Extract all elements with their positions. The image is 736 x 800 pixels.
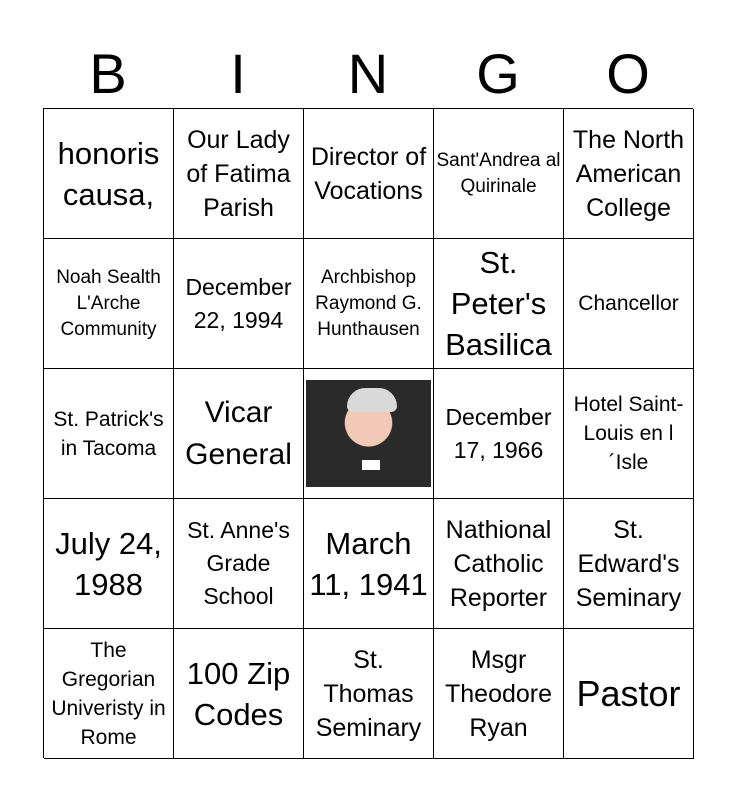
bingo-cell[interactable]: December 22, 1994	[174, 239, 304, 369]
bingo-cell[interactable]: Vicar General	[174, 369, 304, 499]
bingo-cell[interactable]: July 24, 1988	[44, 499, 174, 629]
bingo-cell[interactable]: St. Patrick's in Tacoma	[44, 369, 174, 499]
bingo-cell[interactable]: Director of Vocations	[304, 109, 434, 239]
bingo-cell[interactable]: Chancellor	[564, 239, 694, 369]
bingo-cell[interactable]: Sant'Andrea al Quirinale	[434, 109, 564, 239]
header-letter-n: N	[347, 42, 389, 105]
bingo-cell[interactable]: Noah Sealth L'Arche Community	[44, 239, 174, 369]
bingo-grid	[43, 108, 693, 758]
bingo-cell[interactable]: St. Peter's Basilica	[434, 239, 564, 369]
free-space-cell[interactable]	[304, 369, 434, 499]
bingo-cell[interactable]: Hotel Saint-Louis en l ´Isle	[564, 369, 694, 499]
bingo-header	[43, 40, 693, 108]
bingo-cell[interactable]: The Gregorian Univeristy in Rome	[44, 629, 174, 759]
bingo-cell[interactable]: Nathional Catholic Reporter	[434, 499, 564, 629]
bingo-cell[interactable]: Archbishop Raymond G. Hunthausen	[304, 239, 434, 369]
bingo-cell[interactable]: Pastor	[564, 629, 694, 759]
bingo-cell[interactable]: March 11, 1941	[304, 499, 434, 629]
bingo-cell[interactable]: The North American College	[564, 109, 694, 239]
bingo-cell[interactable]: St. Anne's Grade School	[174, 499, 304, 629]
bingo-cell[interactable]: December 17, 1966	[434, 369, 564, 499]
bingo-cell[interactable]: St. Thomas Seminary	[304, 629, 434, 759]
bingo-cell[interactable]: Msgr Theodore Ryan	[434, 629, 564, 759]
header-letter-o: O	[606, 42, 650, 105]
bingo-cell[interactable]: St. Edward's Seminary	[564, 499, 694, 629]
header-letter-b: B	[89, 42, 127, 105]
header-letter-i: I	[230, 42, 246, 105]
bingo-cell[interactable]: Our Lady of Fatima Parish	[174, 109, 304, 239]
header-letter-g: G	[476, 42, 520, 105]
priest-portrait-photo	[306, 380, 431, 487]
bingo-cell[interactable]: 100 Zip Codes	[174, 629, 304, 759]
bingo-cell[interactable]: honoris causa,	[44, 109, 174, 239]
